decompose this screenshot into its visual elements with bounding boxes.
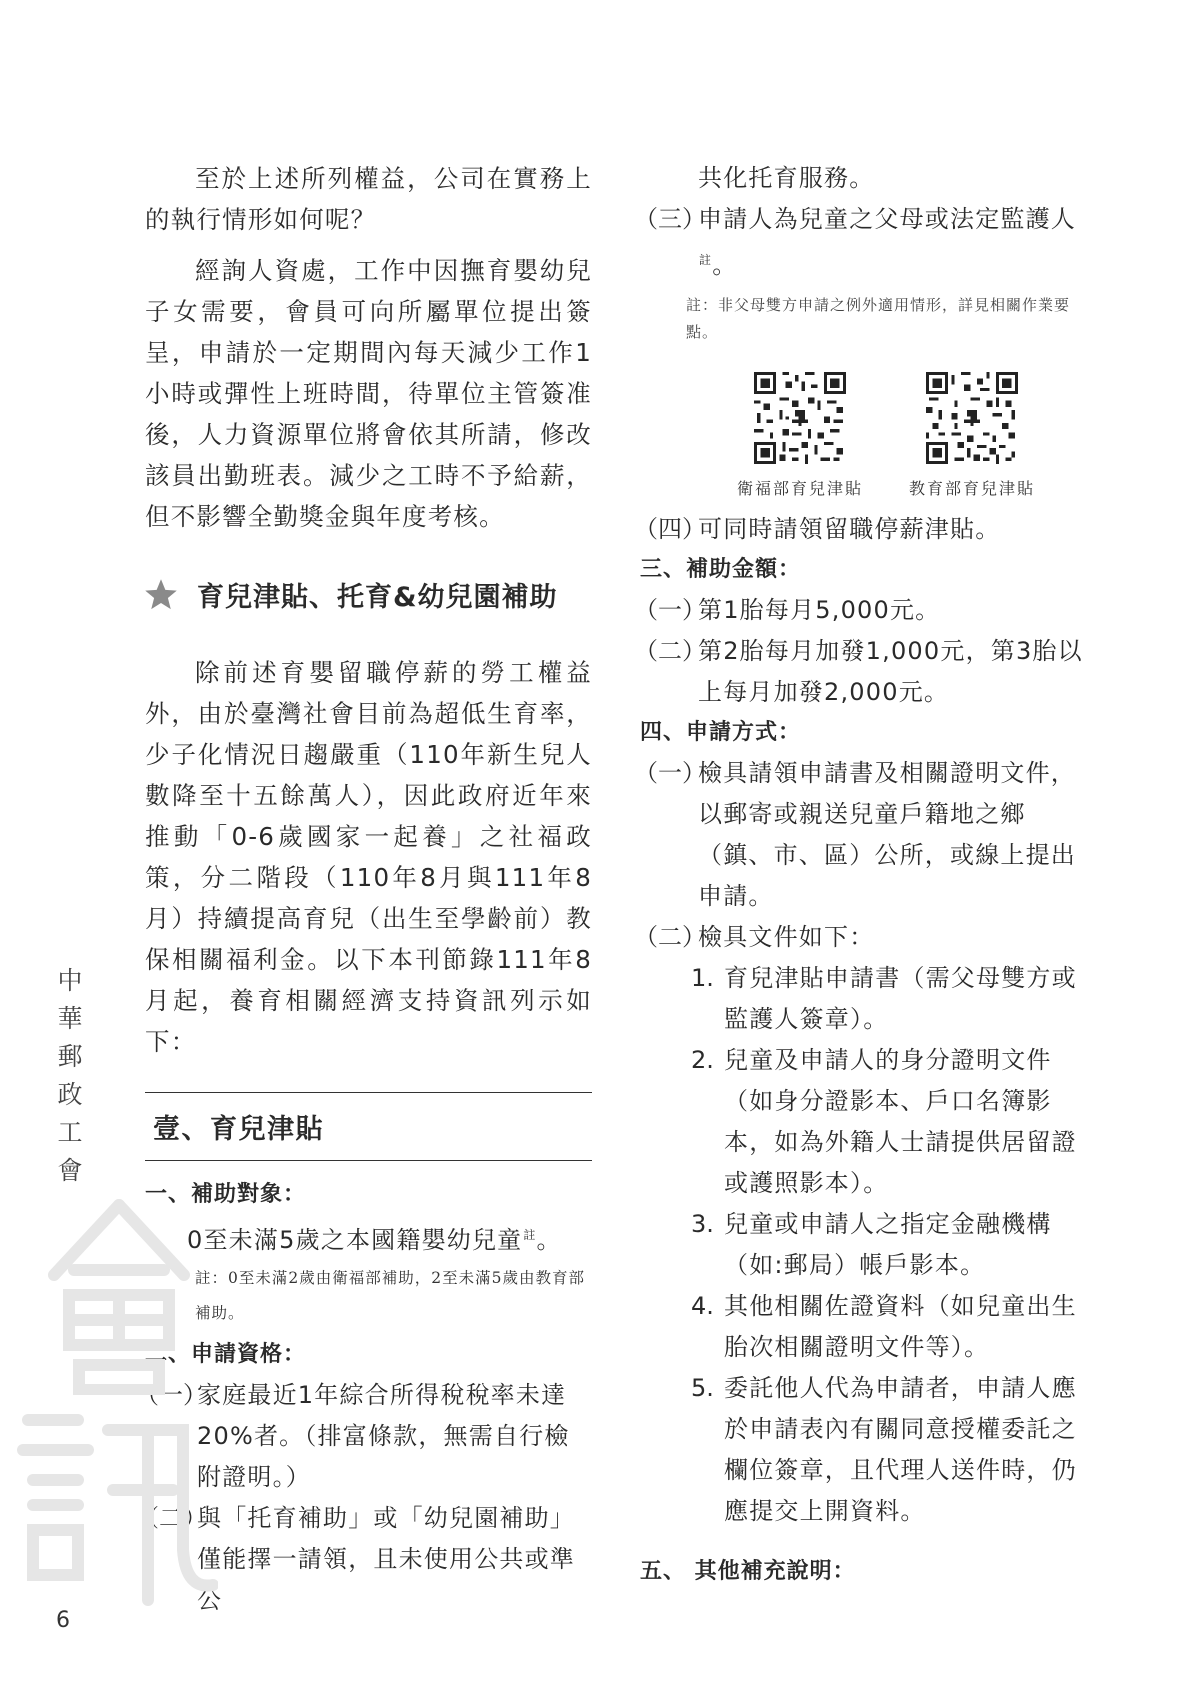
amount-item xyxy=(636,590,1092,631)
amount-label: 三、補助金額： xyxy=(640,557,802,582)
document-item xyxy=(636,1040,1092,1204)
qr-block-moe xyxy=(909,372,1035,499)
right-column xyxy=(636,158,1092,1592)
target-footnote-mark: 註 xyxy=(523,1228,537,1242)
target-item: 0至未滿5歲之本國籍嬰幼兒童$^註$。 xyxy=(187,1226,562,1254)
star-icon xyxy=(143,577,179,613)
item-marker: 2. xyxy=(691,1046,714,1074)
item-marker: （二） xyxy=(135,1504,207,1532)
item-text: 育兒津貼申請書（需父母雙方或監護人簽章）。 xyxy=(724,964,1077,1033)
intro-paragraph-2: 經詢人資處，工作中因撫育嬰幼兒子女需要，會員可向所屬單位提出簽呈，申請於一定期間內每天減少工作1小時或彈性上班時間，待單位主管簽准後，人力資源單位將會依其所請，修改該員出勤班表。減少之工時不予給薪，但不影響全勤獎金與年度考核。 xyxy=(145,256,592,531)
method-label: 四、申請方式： xyxy=(640,720,802,745)
target-text: 0至未滿5歲之本國籍嬰幼兒童 xyxy=(187,1226,523,1254)
document-item xyxy=(636,958,1092,1040)
section-heading xyxy=(145,575,592,614)
vertical-publication-title: 中華郵政工會 xyxy=(57,966,83,1185)
section-heading-text: 育兒津貼、托育&幼兒園補助 xyxy=(197,582,558,613)
item-text: 可同時請領留職停薪津貼。 xyxy=(698,515,1001,543)
item-marker: 4. xyxy=(691,1292,714,1320)
qualification-note: 註：非父母雙方申請之例外適用情形，詳見相關作業要點。 xyxy=(686,296,1071,341)
target-label: 一、補助對象： xyxy=(145,1182,307,1207)
item-text: 第2胎每月加發1,000元，第3胎以上每月加發2,000元。 xyxy=(698,637,1083,706)
qualification-item-3: （三） 申請人為兒童之父母或法定監護人$^註$。 xyxy=(636,199,1092,286)
qr-block-mohw xyxy=(737,372,863,499)
document-item xyxy=(636,1286,1092,1368)
footnote-mark: 註 xyxy=(699,253,713,267)
item-marker: 1. xyxy=(691,964,714,992)
document-item xyxy=(636,1368,1092,1532)
item-text: 第1胎每月5,000元。 xyxy=(698,596,941,624)
item-text: 與「托育補助」或「幼兒園補助」僅能擇一請領，且未使用公共或準公 xyxy=(197,1504,575,1614)
item-marker: （一） xyxy=(634,596,706,624)
item-text: 檢具請領申請書及相關證明文件，以郵寄或親送兒童戶籍地之鄉（鎮、市、區）公所，或線上提出申請。 xyxy=(698,759,1076,910)
section-paragraph: 除前述育嬰留職停薪的勞工權益外，由於臺灣社會目前為超低生育率，少子化情況日趨嚴重（110年新生兒人數降至十五餘萬人），因此政府近年來推動「0-6歲國家一起養」之社福政策，分二階段（110年8月與111年8月）持續提高育兒（出生至學齡前）教保相關福利金。以下本刊節錄111年8月起，養育相關經濟支持資訊列示如下： xyxy=(145,658,592,1056)
item-marker: （三） xyxy=(634,205,706,233)
item-text: 其他相關佐證資料（如兒童出生胎次相關證明文件等）。 xyxy=(724,1292,1077,1361)
subsection-title: 壹、育兒津貼 xyxy=(153,1114,324,1145)
item-text: 兒童及申請人的身分證明文件（如身分證影本、戶口名簿影本，如為外籍人士請提供居留證或護照影本）。 xyxy=(724,1046,1077,1197)
item-text: 委託他人代為申請者，申請人應於申請表內有關同意授權委託之欄位簽章，且代理人送件時，仍應提交上開資料。 xyxy=(724,1374,1077,1525)
qr-caption: 教育部育兒津貼 xyxy=(909,479,1036,498)
intro-paragraph-1: 至於上述所列權益，公司在實務上的執行情形如何呢？ xyxy=(145,164,592,234)
qr-caption: 衛福部育兒津貼 xyxy=(736,479,863,498)
target-note: 註：0至未滿2歲由衛福部補助，2至未滿5歲由教育部補助。 xyxy=(195,1269,585,1322)
other-notes-label: 五、 其他補充說明： xyxy=(640,1559,856,1584)
item-marker: 5. xyxy=(691,1374,714,1402)
item-marker: （一） xyxy=(634,759,706,787)
method-item xyxy=(636,917,1092,958)
item-text: 檢具文件如下： xyxy=(698,923,875,951)
watermark-xun-glyph xyxy=(8,1400,218,1610)
item-marker: （四） xyxy=(634,515,706,543)
page-number: 6 xyxy=(56,1608,70,1633)
qr-code[interactable] xyxy=(754,372,846,464)
qualification-item-4 xyxy=(636,509,1092,550)
watermark-hui-glyph xyxy=(34,1195,204,1395)
amount-item xyxy=(636,631,1092,713)
item-text: 兒童或申請人之指定金融機構（如:郵局）帳戶影本。 xyxy=(724,1210,1052,1279)
item-marker: （一） xyxy=(135,1381,207,1409)
item-text: 申請人為兒童之父母或法定監護人 xyxy=(698,205,1076,233)
item-text: 家庭最近1年綜合所得稅稅率未達20%者。（排富條款，無需自行檢附證明。） xyxy=(197,1381,570,1491)
item-marker: 3. xyxy=(691,1210,714,1238)
continued-text: 共化托育服務。 xyxy=(698,164,875,192)
item-marker: （二） xyxy=(634,923,706,951)
document-item xyxy=(636,1204,1092,1286)
method-item xyxy=(636,753,1092,917)
qualification-label: 二、申請資格： xyxy=(145,1342,307,1367)
qr-code[interactable] xyxy=(926,372,1018,464)
item-marker: （二） xyxy=(634,637,706,665)
qr-code-row xyxy=(680,372,1092,499)
